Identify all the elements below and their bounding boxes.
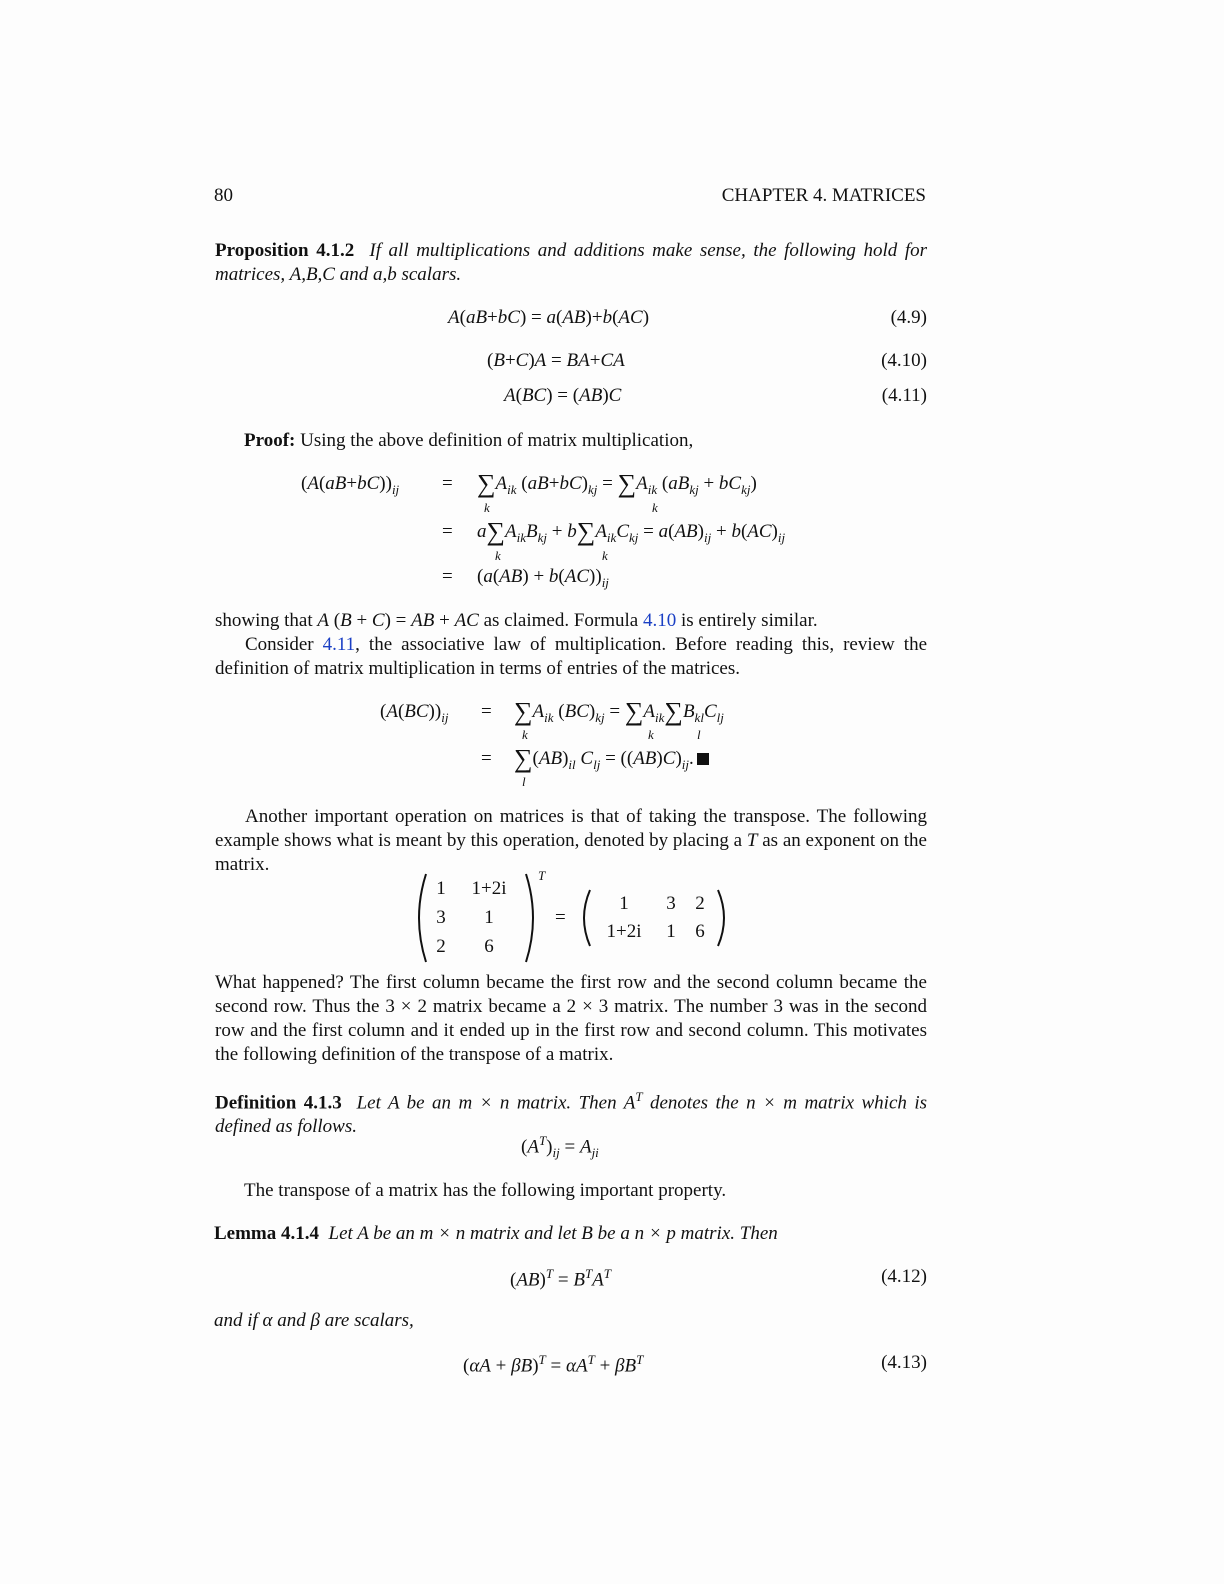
sum-index-k: k (652, 500, 658, 515)
matrix-right-cell: 2 (695, 893, 705, 914)
derivation-equals-1: = (442, 473, 453, 494)
sum-index-k: k (522, 727, 528, 742)
proof-text: Using the above definition of matrix multiplication, (300, 430, 694, 451)
paragraph-showing: showing that A (B + C) = AB + AC as claimed. Formula 4.10 is entirely similar. (215, 610, 818, 631)
paragraph-transpose: Another important operation on matrices is that of taking the transpose. The following example shows what is meant by this operation, denoted by placing a T as an exponent on the matrix. (215, 806, 927, 875)
derivation-equals-3: = (442, 566, 453, 587)
derivation-rhs-1: $\sum A_{ik}$ $(aB+bC)_{kj} = \sum A_{ik}$ $(aB_{kj} + bC_{kj})$ (477, 469, 757, 498)
qed-square (697, 753, 709, 765)
derivation-rhs-3: $(a(AB) + b(AC))_{ij}$ (477, 566, 609, 590)
assoc-lhs: $(A(BC))_{ij}$ (380, 701, 449, 725)
proof-label: Proof: (244, 430, 296, 451)
reference-link-4-11[interactable]: 4.11 (322, 634, 356, 655)
derivation-lhs-1: $(A(aB+bC))_{ij}$ (301, 473, 400, 497)
sum-index-l: l (522, 774, 526, 789)
lemma-text: Let A be an m × n matrix and let B be a n × p matrix. Then (328, 1223, 778, 1244)
lemma-4-1-4 (214, 1222, 778, 1246)
matrix-right-cell: 1 (666, 921, 676, 942)
matrix-left-cell: 6 (484, 936, 494, 957)
proposition-text: If all multiplications and additions make sense, the following hold for (369, 240, 928, 261)
sum-index-k: k (484, 500, 490, 515)
proposition-4-1-2 (215, 239, 927, 287)
equation-4-12: $(AB)^T = B^TA^T$ (510, 1266, 612, 1291)
equation-4-9: A(aB+bC) = a(AB)+b(AC) (448, 307, 650, 328)
matrix-left-cell: 3 (436, 907, 446, 928)
equation-number-4-9: (4.9) (890, 307, 927, 328)
proof-line (244, 429, 693, 453)
sum-index-k: k (602, 548, 608, 563)
matrix-right-cell: 3 (666, 893, 676, 914)
equation-4-11: A(BC) = (AB)C (504, 385, 622, 406)
matrix-right-cell: 1+2i (606, 921, 642, 942)
equation-4-13: $(\alpha A + \beta B)^T = \alpha A^T + \beta B^T$ (463, 1352, 644, 1377)
equation-number-4-11: (4.11) (881, 385, 927, 406)
definition-label: Definition 4.1.3 (215, 1092, 342, 1114)
equation-number-4-10: (4.10) (881, 350, 927, 371)
running-header: CHAPTER 4. MATRICES (721, 185, 926, 206)
equation-4-10: (B+C)A = BA+CA (487, 350, 625, 371)
sum-index-k: k (495, 548, 501, 563)
assoc-equals-1: = (481, 701, 492, 722)
assoc-rhs-1: $\sum A_{ik}$ $(BC)_{kj} = \sum A_{ik}\sum B_{kl}C_{lj}$ (514, 697, 724, 726)
derivation-rhs-2: $a\sum A_{ik}B_{kj} + b\sum A_{ik}C_{kj} = a(AB)_{ij} + b(AC)_{ij}$ (477, 517, 786, 546)
reference-link-4-10[interactable]: 4.10 (642, 610, 677, 631)
assoc-rhs-2: $\sum(AB)_{il}$ $C_{lj} = ((AB)C)_{ij}$. (514, 748, 709, 773)
equation-number-4-12: (4.12) (881, 1266, 927, 1287)
sum-index-l: l (697, 727, 701, 742)
equation-number-4-13: (4.13) (881, 1352, 927, 1373)
lemma-label: Lemma 4.1.4 (214, 1223, 320, 1244)
derivation-equals-2: = (442, 521, 453, 542)
paragraph-what-happened: What happened? The first column became the first row and the second column became the second row. Thus the 3 × 2 matrix became a 2 × 3 matrix. The number 3 was in the second row and the first column and it ended up in the first row and second column. This motivates the following definition of the transpose of a matrix. (215, 972, 927, 1065)
matrix-left-cell: 1 (436, 878, 446, 899)
matrix-right-cell: 1 (619, 893, 629, 914)
transpose-superscript: T (538, 868, 546, 883)
lemma-continuation: and if α and β are scalars, (214, 1310, 414, 1331)
proposition-label: Proposition 4.1.2 (215, 240, 355, 261)
matrix-right-cell: 6 (695, 921, 705, 942)
matrix-left-cell: 1 (484, 907, 494, 928)
matrix-equals: = (555, 907, 566, 928)
paragraph-property: The transpose of a matrix has the following important property. (244, 1180, 727, 1201)
matrix-left-cell: 2 (436, 936, 446, 957)
assoc-equals-2: = (481, 748, 492, 769)
sum-index-k: k (648, 727, 654, 742)
matrix-left-cell: 1+2i (471, 878, 507, 899)
proposition-text-2: matrices, A,B,C and a,b scalars. (215, 264, 462, 285)
paragraph-associative: Consider 4.11, the associative law of multiplication. Before reading this, review the definition of matrix multiplication in terms of entries of the matrices. (215, 634, 927, 679)
page-number: 80 (214, 185, 233, 206)
definition-4-1-3: Definition 4.1.3 Let A be an m × n matrix. Then $A^T$ denotes the n × m matrix which is defined as follows. (215, 1089, 927, 1138)
transpose-definition-equation: $(A^T)_{ij} = A_{ji}$ (521, 1133, 599, 1161)
